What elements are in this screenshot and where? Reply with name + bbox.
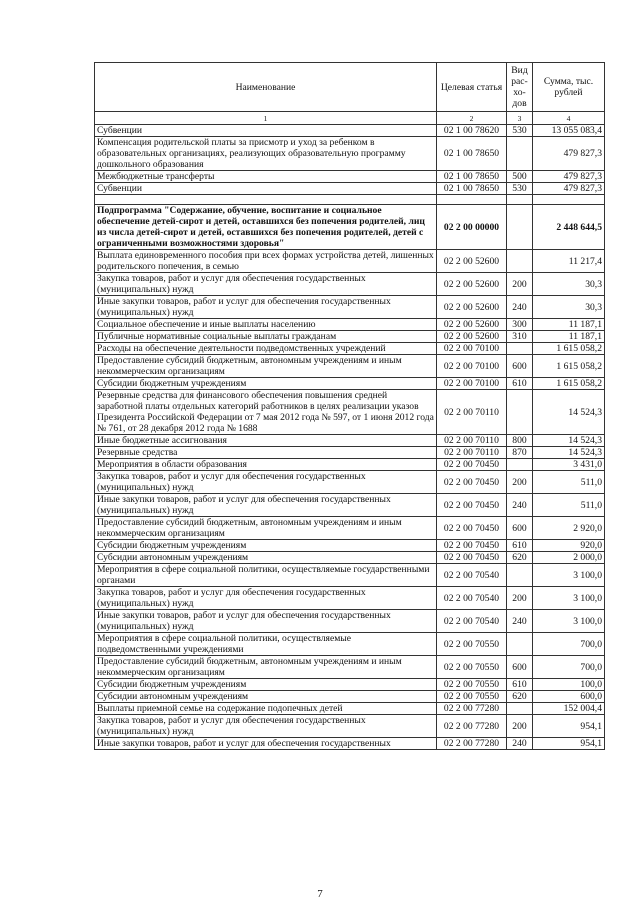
type-cell: 240 — [507, 610, 533, 633]
target-cell: 02 2 00 70100 — [437, 355, 507, 378]
table-spacer-row — [95, 195, 605, 205]
target-cell: 02 2 00 52600 — [437, 273, 507, 296]
type-cell: 500 — [507, 171, 533, 183]
name-cell: Межбюджетные трансферты — [95, 171, 437, 183]
type-cell: 610 — [507, 540, 533, 552]
sum-cell: 14 524,3 — [533, 447, 605, 459]
name-cell: Иные закупки товаров, работ и услуг для обеспечения государственных (муниципальных) нужд — [95, 296, 437, 319]
target-cell: 02 1 00 78650 — [437, 137, 507, 171]
type-cell: 600 — [507, 517, 533, 540]
table-row — [95, 378, 605, 390]
table-row — [95, 390, 605, 435]
type-cell: 600 — [507, 355, 533, 378]
type-cell — [507, 633, 533, 656]
column-number: 1 — [95, 112, 437, 125]
type-cell: 200 — [507, 471, 533, 494]
sum-cell: 700,0 — [533, 633, 605, 656]
spacer-cell — [507, 195, 533, 205]
subprogram-row — [95, 205, 605, 250]
type-cell — [507, 390, 533, 435]
table-row — [95, 691, 605, 703]
sum-cell: 2 000,0 — [533, 552, 605, 564]
sum-cell: 1 615 058,2 — [533, 378, 605, 390]
table-row — [95, 656, 605, 679]
name-cell: Иные закупки товаров, работ и услуг для обеспечения государственных (муниципальных) нужд — [95, 494, 437, 517]
name-cell: Субвенции — [95, 125, 437, 137]
target-cell: 02 2 00 70550 — [437, 656, 507, 679]
name-cell: Выплаты приемной семье на содержание подопечных детей — [95, 703, 437, 715]
sum-cell: 920,0 — [533, 540, 605, 552]
target-cell: 02 2 00 70450 — [437, 540, 507, 552]
target-cell: 02 2 00 70450 — [437, 471, 507, 494]
header-name: Наименование — [95, 63, 437, 112]
type-cell — [507, 250, 533, 273]
name-cell: Выплата единовременного пособия при всех формах устройства детей, лишенных родительского попечения, в семью — [95, 250, 437, 273]
column-number-row — [95, 112, 605, 125]
target-cell: 02 1 00 78650 — [437, 171, 507, 183]
name-cell: Субсидии бюджетным учреждениям — [95, 679, 437, 691]
sum-cell: 3 100,0 — [533, 564, 605, 587]
spacer-cell — [95, 195, 437, 205]
spacer-cell — [437, 195, 507, 205]
name-cell: Предоставление субсидий бюджетным, автономным учреждениям и иным некоммерческим организациям — [95, 517, 437, 540]
target-cell: 02 2 00 70550 — [437, 691, 507, 703]
table-row — [95, 137, 605, 171]
target-cell: 02 2 00 77280 — [437, 738, 507, 750]
target-cell: 02 2 00 77280 — [437, 703, 507, 715]
sum-cell: 30,3 — [533, 273, 605, 296]
column-number: 4 — [533, 112, 605, 125]
sum-cell: 700,0 — [533, 656, 605, 679]
table-row — [95, 587, 605, 610]
name-cell: Закупка товаров, работ и услуг для обеспечения государственных (муниципальных) нужд — [95, 715, 437, 738]
name-cell: Иные закупки товаров, работ и услуг для обеспечения государственных — [95, 738, 437, 750]
sum-cell: 2 920,0 — [533, 517, 605, 540]
sum-cell: 3 431,0 — [533, 459, 605, 471]
sum-cell: 511,0 — [533, 471, 605, 494]
target-cell: 02 2 00 70550 — [437, 633, 507, 656]
sum-cell: 2 448 644,5 — [533, 205, 605, 250]
type-cell: 240 — [507, 296, 533, 319]
target-cell: 02 2 00 70450 — [437, 552, 507, 564]
type-cell: 610 — [507, 679, 533, 691]
name-cell: Иные закупки товаров, работ и услуг для обеспечения государственных (муниципальных) нужд — [95, 610, 437, 633]
table-header-row — [95, 63, 605, 112]
type-cell: 200 — [507, 273, 533, 296]
name-cell: Субсидии автономным учреждениям — [95, 691, 437, 703]
page-number: 7 — [317, 888, 323, 900]
name-cell: Субсидии бюджетным учреждениям — [95, 540, 437, 552]
type-cell — [507, 205, 533, 250]
target-cell: 02 2 00 52600 — [437, 296, 507, 319]
table-row — [95, 738, 605, 750]
table-row — [95, 633, 605, 656]
name-cell: Подпрограмма "Содержание, обучение, воспитание и социальное обеспечение детей-сирот и детей, оставшихся без попечения родителей, лиц из числа детей-сирот и детей, оставшихся без попечения родителей, детей с ограниченными возможностями здоровья" — [95, 205, 437, 250]
target-cell: 02 1 00 78620 — [437, 125, 507, 137]
target-cell: 02 2 00 52600 — [437, 319, 507, 331]
type-cell: 600 — [507, 656, 533, 679]
name-cell: Субвенции — [95, 183, 437, 195]
sum-cell: 600,0 — [533, 691, 605, 703]
table-row — [95, 471, 605, 494]
sum-cell: 3 100,0 — [533, 587, 605, 610]
budget-table — [94, 62, 605, 750]
budget-table-body — [95, 63, 605, 750]
sum-cell: 14 524,3 — [533, 435, 605, 447]
sum-cell: 11 187,1 — [533, 331, 605, 343]
target-cell: 02 2 00 70450 — [437, 517, 507, 540]
sum-cell: 3 100,0 — [533, 610, 605, 633]
target-cell: 02 2 00 70540 — [437, 587, 507, 610]
target-cell: 02 2 00 00000 — [437, 205, 507, 250]
target-cell: 02 2 00 77280 — [437, 715, 507, 738]
target-cell: 02 1 00 78650 — [437, 183, 507, 195]
table-row — [95, 517, 605, 540]
name-cell: Публичные нормативные социальные выплаты гражданам — [95, 331, 437, 343]
type-cell: 620 — [507, 691, 533, 703]
target-cell: 02 2 00 70540 — [437, 564, 507, 587]
column-number: 2 — [437, 112, 507, 125]
type-cell — [507, 564, 533, 587]
table-row — [95, 715, 605, 738]
sum-cell: 954,1 — [533, 715, 605, 738]
type-cell: 240 — [507, 494, 533, 517]
type-cell — [507, 459, 533, 471]
header-type: Вид рас- хо- дов — [507, 63, 533, 112]
sum-cell: 152 004,4 — [533, 703, 605, 715]
sum-cell: 100,0 — [533, 679, 605, 691]
table-row — [95, 564, 605, 587]
type-cell — [507, 703, 533, 715]
name-cell: Иные бюджетные ассигнования — [95, 435, 437, 447]
table-row — [95, 296, 605, 319]
table-row — [95, 447, 605, 459]
target-cell: 02 2 00 52600 — [437, 250, 507, 273]
sum-cell: 13 055 083,4 — [533, 125, 605, 137]
name-cell: Субсидии автономным учреждениям — [95, 552, 437, 564]
type-cell: 530 — [507, 183, 533, 195]
target-cell: 02 2 00 70450 — [437, 494, 507, 517]
name-cell: Мероприятия в сфере социальной политики, осуществляемые подведомственными учреждениями — [95, 633, 437, 656]
column-number: 3 — [507, 112, 533, 125]
target-cell: 02 2 00 70110 — [437, 447, 507, 459]
name-cell: Закупка товаров, работ и услуг для обеспечения государственных (муниципальных) нужд — [95, 471, 437, 494]
table-row — [95, 331, 605, 343]
name-cell: Закупка товаров, работ и услуг для обеспечения государственных (муниципальных) нужд — [95, 587, 437, 610]
type-cell: 870 — [507, 447, 533, 459]
table-row — [95, 125, 605, 137]
table-row — [95, 319, 605, 331]
sum-cell: 30,3 — [533, 296, 605, 319]
target-cell: 02 2 00 70110 — [437, 390, 507, 435]
type-cell: 240 — [507, 738, 533, 750]
table-row — [95, 679, 605, 691]
type-cell: 310 — [507, 331, 533, 343]
type-cell: 610 — [507, 378, 533, 390]
name-cell: Компенсация родительской платы за присмотр и уход за ребенком в образовательных организациях, реализующих образовательную программу дошкольного образования — [95, 137, 437, 171]
table-row — [95, 552, 605, 564]
table-row — [95, 183, 605, 195]
target-cell: 02 2 00 70540 — [437, 610, 507, 633]
target-cell: 02 2 00 52600 — [437, 331, 507, 343]
name-cell: Предоставление субсидий бюджетным, автономным учреждениям и иным некоммерческим организациям — [95, 656, 437, 679]
target-cell: 02 2 00 70450 — [437, 459, 507, 471]
type-cell — [507, 137, 533, 171]
name-cell: Резервные средства — [95, 447, 437, 459]
target-cell: 02 2 00 70100 — [437, 343, 507, 355]
sum-cell: 11 187,1 — [533, 319, 605, 331]
type-cell: 200 — [507, 587, 533, 610]
sum-cell: 14 524,3 — [533, 390, 605, 435]
name-cell: Резервные средства для финансового обеспечения повышения средней заработной платы отдельных категорий работников в целях реализации указов Президента Российской Федерации от 7 мая 2012 года № 597, от 1 июня 2012 года № 761, от 28 декабря 2012 года № 1688 — [95, 390, 437, 435]
name-cell: Закупка товаров, работ и услуг для обеспечения государственных (муниципальных) нужд — [95, 273, 437, 296]
table-row — [95, 250, 605, 273]
name-cell: Мероприятия в области образования — [95, 459, 437, 471]
header-target: Целевая статья — [437, 63, 507, 112]
table-row — [95, 273, 605, 296]
sum-cell: 511,0 — [533, 494, 605, 517]
type-cell: 800 — [507, 435, 533, 447]
sum-cell: 479 827,3 — [533, 137, 605, 171]
sum-cell: 954,1 — [533, 738, 605, 750]
sum-cell: 1 615 058,2 — [533, 343, 605, 355]
table-row — [95, 355, 605, 378]
type-cell: 300 — [507, 319, 533, 331]
table-row — [95, 540, 605, 552]
type-cell: 530 — [507, 125, 533, 137]
type-cell: 620 — [507, 552, 533, 564]
target-cell: 02 2 00 70110 — [437, 435, 507, 447]
target-cell: 02 2 00 70550 — [437, 679, 507, 691]
sum-cell: 479 827,3 — [533, 171, 605, 183]
name-cell: Предоставление субсидий бюджетным, автономным учреждениям и иным некоммерческим организациям — [95, 355, 437, 378]
table-row — [95, 459, 605, 471]
table-row — [95, 171, 605, 183]
table-row — [95, 435, 605, 447]
type-cell — [507, 343, 533, 355]
sum-cell: 479 827,3 — [533, 183, 605, 195]
table-row — [95, 343, 605, 355]
header-sum: Сумма, тыс. рублей — [533, 63, 605, 112]
table-row — [95, 610, 605, 633]
name-cell: Расходы на обеспечение деятельности подведомственных учреждений — [95, 343, 437, 355]
name-cell: Мероприятия в сфере социальной политики, осуществляемые государственными органами — [95, 564, 437, 587]
spacer-cell — [533, 195, 605, 205]
sum-cell: 11 217,4 — [533, 250, 605, 273]
target-cell: 02 2 00 70100 — [437, 378, 507, 390]
name-cell: Субсидии бюджетным учреждениям — [95, 378, 437, 390]
name-cell: Социальное обеспечение и иные выплаты населению — [95, 319, 437, 331]
sum-cell: 1 615 058,2 — [533, 355, 605, 378]
table-row — [95, 494, 605, 517]
type-cell: 200 — [507, 715, 533, 738]
table-row — [95, 703, 605, 715]
